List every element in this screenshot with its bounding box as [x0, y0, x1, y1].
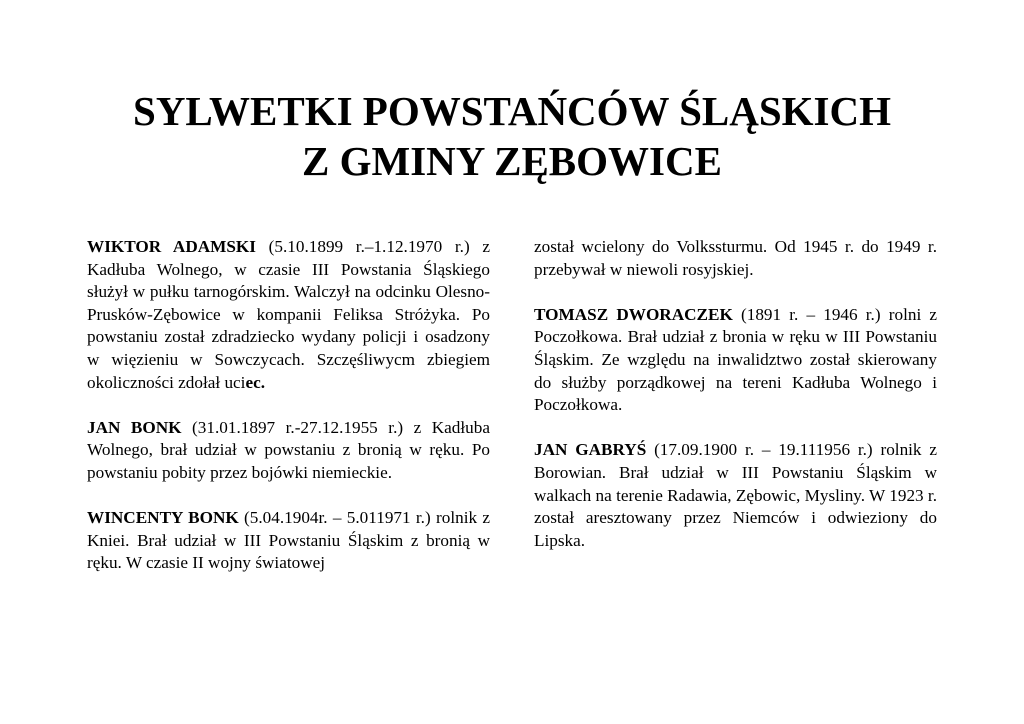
entry-dates: (1891 r. – 1946 r.)	[732, 304, 881, 324]
entry-dates: (17.09.1900 r. – 19.111956 r.)	[646, 440, 873, 460]
entry-text: z Kadłuba Wolnego, w czasie III Powstania Śląskiego służył w pułku tarnogórskim. Walczył na odcinku Olesno-Prusków-Zębowice w kompanii Feliksa Stróżyka. Po powstaniu został zdradziecko wydany policji i osadzony w więzieniu w Sowczycach. Szczęśliwycm zbiegiem okoliczności zdołał uci	[87, 237, 490, 392]
entry-dates: (5.04.1904r. – 5.011971 r.)	[238, 508, 431, 528]
right-column	[534, 236, 937, 575]
page-title	[0, 86, 1024, 186]
entry-text: rolni z Poczołkowa. Brał udział z bronia w ręku w III Powstaniu Śląskim. Ze względu na inwalidztwo został skierowany do służby porządkowej na tereni Kadłuba Wolnego i Poczołkowa.	[534, 304, 938, 415]
entry-wincenty-bonk	[87, 507, 490, 575]
entry-dates: (31.01.1897 r.-27.12.1955 r.)	[181, 417, 404, 437]
entry-text: rolnik z Kniei. Brał udział w III Powstaniu Śląskim z bronią w ręku. W czasie II wojny światowej	[87, 508, 490, 573]
entry-wincenty-bonk-continuation	[534, 236, 937, 281]
entry-dates: (5.10.1899 r.–1.12.1970 r.)	[255, 237, 470, 256]
title-line-2: Z GMINY ZĘBOWICE	[302, 138, 722, 184]
entry-text: rolnik z Borowian. Brał udział w III Powstaniu Śląskim w walkach na terenie Radawia, Zębowic, Mysliny. W 1923 r. został aresztowany przez Niemców i odwieziony do Lipska.	[534, 440, 937, 550]
entry-tomasz-dworaczek	[534, 304, 937, 417]
entry-name: JAN BONK	[87, 417, 182, 437]
entry-text: z Kadłuba Wolnego, brał udział w powstaniu z bronią w ręku. Po powstaniu pobity przez bojówki niemieckie.	[87, 417, 490, 482]
entry-name: TOMASZ DWORACZEK	[534, 304, 733, 324]
entry-name: WIKTOR ADAMSKI	[87, 237, 256, 256]
entry-continuation-text: został wcielony do Volkssturmu. Od 1945 r. do 1949 r. przebywał w niewoli rosyjskiej.	[534, 237, 937, 279]
entry-text-bold-tail: ec.	[245, 372, 266, 392]
entry-jan-gabrys	[534, 439, 937, 552]
left-column	[87, 236, 490, 598]
entry-name: JAN GABRYŚ	[534, 440, 647, 460]
title-line-1: SYLWETKI POWSTAŃCÓW ŚLĄSKICH	[133, 88, 891, 134]
entry-jan-bonk	[87, 417, 490, 485]
entry-wiktor-adamski	[87, 236, 490, 394]
entry-name: WINCENTY BONK	[87, 508, 239, 528]
